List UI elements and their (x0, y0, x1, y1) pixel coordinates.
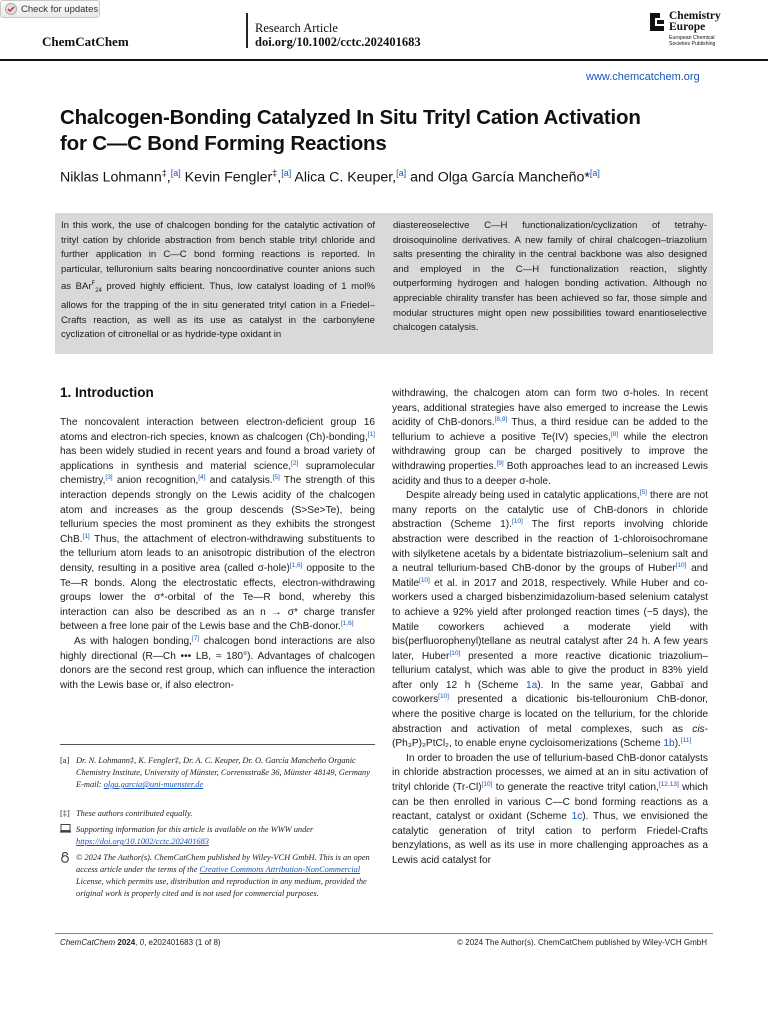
journal-website-link[interactable]: www.chemcatchem.org (586, 71, 700, 83)
scheme-link[interactable]: 1a (525, 679, 538, 691)
body-right-column (392, 387, 708, 869)
paragraph: withdrawing, the chalcogen atom can form two σ-holes. In recent years, additional strategies have also emerged to increase the Lewis acidity of ChB-donors.[8,9] Thus, a third residue can be added to the tellurium to achieve a positive Te(IV) species,[8] while the electron withdrawing group can be charged positively to improve the withdrawing properties.[9] Both approaches lead to an increased Lewis acidity and thus to a deeper σ-hole. (392, 388, 708, 487)
citation-link[interactable]: [10] (481, 781, 493, 789)
check-for-updates-button[interactable] (0, 0, 100, 18)
footnote-license: © 2024 The Author(s). ChemCatChem published by Wiley-VCH GmbH. This is an open access article under the terms of the Creative Commons Attribution-NonCommercial License, which permits use, distribution and reproduction in any medium, provided the original work is properly cited and is not used for commercial purposes. (60, 852, 380, 900)
doi-link[interactable]: doi.org/10.1002/cctc.202401683 (255, 35, 421, 49)
abstract-box (55, 213, 713, 354)
citation-link[interactable]: [9] (496, 459, 504, 467)
citation-link[interactable]: [1,6] (289, 561, 303, 569)
abstract-left-column: In this work, the use of chalcogen bonding for the catalytic activation of trityl cation by chloride abstraction from bench stable trityl chloride and further application in C—C bond forming reactions is reported. In particular, telluronium salts bearing noncoordinative counter anions such as BAr$^F_{24}$ proved highly efficient. Thus, low catalyst loading of 1 mol% allows for the trapping of the in situ generated trityl cation in a Friedel–Crafts reaction, as well as its use as catalyst in the carbonylene cyclization of citronellal or as hydride-type oxidant in (61, 220, 375, 341)
citation-link[interactable]: [10] (438, 693, 449, 701)
affiliation-link[interactable]: [a] (589, 168, 600, 178)
citation-link[interactable]: [10] (449, 649, 461, 657)
article-title (60, 105, 720, 157)
author-name: Alica C. Keuper, (294, 169, 397, 186)
citation-link[interactable]: [2] (291, 459, 299, 467)
paragraph: In order to broaden the use of tellurium-based ChB-donor catalysts in chloride abstraction processes, we aimed at an in situ activation of trityl chloride (Tr-Cl)[10] to generate the reactive trityl cation,[12,13] which can be then enrolled in various C—C bond forming reactions as a reactant, catalyst or oxidant (Scheme 1c). Thus, we envisioned the catalytic generation of trityl cation to perform Friedel-Crafts benzylations, as well as its use in more challenging approaches as a Lewis acid catalyst for (392, 752, 709, 866)
footnote-mark: [a] (60, 756, 70, 765)
open-access-icon (60, 852, 70, 863)
affiliation-link[interactable]: [a] (396, 168, 407, 178)
supporting-info-icon (60, 824, 71, 833)
citation-link[interactable]: [5] (639, 489, 647, 497)
citation-link[interactable]: [1] (367, 430, 375, 438)
citation-link[interactable]: [10] (675, 562, 687, 570)
crossmark-icon (5, 3, 17, 15)
footer-citation: ChemCatChem 2024, 0, e202401683 (1 of 8) (60, 938, 221, 947)
chemistry-europe-icon (648, 12, 666, 32)
equal-contribution-mark: ‡ (272, 168, 278, 178)
author-list: Niklas Lohmann‡,[a] Kevin Fengler‡,[a] Alica C. Keuper,[a] and Olga García Mancheño*[a] (60, 168, 600, 186)
affiliation-link[interactable]: [a] (170, 168, 181, 178)
footer-copyright: © 2024 The Author(s). ChemCatChem published by Wiley-VCH GmbH (457, 938, 707, 947)
paragraph: As with halogen bonding,[7] chalcogen bond interactions are also highly directional (R—Ch ••• LB, ≈ 180°). Advantages of chalcogen donors are the second rest group, which can influence the interaction with the Lewis base or, if also electron- (60, 634, 375, 691)
title-line-1: Chalcogen-Bonding Catalyzed In Situ Trityl Cation Activation (60, 106, 641, 129)
supporting-info-link[interactable]: https://doi.org/10.1002/cctc.202401683 (76, 837, 209, 846)
footnote-rule (60, 744, 375, 745)
license-link[interactable]: Creative Commons Attribution-NonCommercial (199, 865, 361, 874)
title-line-2: for C—C Bond Forming Reactions (60, 132, 387, 155)
chemistry-europe-logo[interactable] (648, 11, 728, 51)
scheme-link[interactable]: 1c (571, 811, 583, 823)
publisher-sub-line1: European Chemical (669, 35, 715, 41)
header-rule (0, 59, 768, 61)
affiliation-link[interactable]: [a] (281, 168, 292, 178)
section-heading: 1. Introduction (60, 385, 154, 400)
scheme-link[interactable]: 1b (663, 738, 675, 750)
publisher-name-line2: Europe (669, 21, 706, 33)
author-name: Olga García Mancheño* (437, 169, 590, 186)
abstract-right-column: diastereoselective C—H functionalization/cyclization of tetrahydroisoquinoline derivatives. A new family of chiral chalcogen–triazolium salts presenting the chirality in the central backbone was also designed and employed in the C—H functionalization reaction, slightly outperforming hydrogen and halogen bonding activation. Although no appreciable chirality transfer has been achieved so far, those simple and modular structures might open new possibilities toward enantioselective chalcogen catalysis. (393, 220, 707, 334)
citation-link[interactable]: [11] (680, 737, 692, 745)
body-left-column (60, 416, 375, 693)
footnote-affiliation: [a] Dr. N. Lohmann‡, K. Fengler‡, Dr. A. C. Keuper, Dr. O. García Mancheño Organic Chemistry Institute, University of Münster, Corrensstraße 36, Münster 48149, Germany E-mail: olga.garcia@uni-muenster.de (60, 756, 370, 789)
paragraph: The noncovalent interaction between electron-deficient group 16 atoms and electron-rich species, known as chalcogen (Ch)-bonding,[1] has been widely studied in recent years and found a broad variety of applications in synthesis and material science,[2] supramolecular chemistry,[3] anion recognition,[4] and catalysis.[5] The strength of this interaction depends strongly on the Lewis acidity of the chalcogen atom and increases as the group descends (S>Se>Te), being tellurium species the most prominent as they exhibits the strongest ChB.[1] Thus, the attachment of electron-withdrawing substituents to the tellurium atom leads to an anisotropic distribution of the electron density, resulting in a positive area (called σ-hole)[1,6] opposite to the Te—R bonds. Along the electrostatic effects, electron-withdrawing groups lower the σ*-orbital of the Te—R bond, whereby this interaction can also be described as an n → σ* charge transfer between a free lone pair of the Lewis base and the ChB-donor.[1,6] (60, 417, 375, 633)
footnote-mark: [‡] (60, 809, 70, 818)
footnote-equal-contribution: [‡] These authors contributed equally. (60, 809, 193, 818)
author-name: Niklas Lohmann (60, 169, 162, 186)
journal-name: ChemCatChem (42, 34, 129, 49)
citation-link[interactable]: [7] (191, 634, 200, 642)
article-type: Research Article (255, 21, 338, 35)
footer-rule (55, 933, 713, 934)
citation-link[interactable]: [10] (419, 576, 430, 584)
citation-link[interactable]: [1] (82, 532, 90, 540)
citation-link[interactable]: [4] (198, 474, 206, 482)
citation-link[interactable]: [8] (610, 430, 619, 438)
author-name: Kevin Fengler (184, 169, 273, 186)
equal-contribution-mark: ‡ (161, 168, 167, 178)
publisher-name-line1: Chemistry (669, 10, 721, 22)
footnote-supporting-info: Supporting information for this article is available on the WWW under https://doi.org/10.1002/cctc.202401683 (60, 824, 380, 848)
citation-link[interactable]: [3] (105, 474, 113, 482)
header-divider (246, 13, 248, 48)
paragraph: Despite already being used in catalytic applications,[5] there are not many reports on the catalytic use of ChB-donors in chloride abstraction (Scheme 1).[10] The first reports involving chloride abstraction were described in the reaction of 1-chloroisochromane with silylketene acetals by a bidentate bistriazolium–selenium salt and a neutral tellurium-based ChB-donor by the groups of Huber[10] and Matile[10] et al. in 2017 and 2018, respectively. While Huber and co-workers used a charged bisbenzimidazolium-based selenium catalyst to achieve a 92% yield after prolonged reaction times (~5 days), the Matile coworkers achieved a moderate yield with bis(perfluorophenyl)tellane as neutral catalyst after 24 h. A few years later, Huber[10] presented a more reactive dicationic triazolium–tellurium catalyst, which was able to give the product in 83% yield after only 12 h (Scheme 1a). In the same year, Gabbaï and coworkers[10] presented a dicationic bis-tellouronium ChB-donor, where the positive charge is located on the tellurium, for the chloride abstraction and activation of metal complexes, such as cis-(Ph₃P)₂PtCl₂, to enable enyne cycloisomerizations (Scheme 1b).[11] (392, 489, 709, 750)
citation-link[interactable]: [12,13] (658, 781, 679, 789)
check-for-updates-label: Check for updates (21, 3, 99, 15)
citation-link[interactable]: [5] (272, 474, 280, 482)
citation-link[interactable]: [8,9] (494, 416, 508, 424)
citation-link[interactable]: [10] (511, 518, 523, 526)
publisher-sub-line2: Societies Publishing (669, 41, 716, 47)
email-link[interactable]: olga.garcia@uni-muenster.de (103, 780, 204, 789)
citation-link[interactable]: [1,6] (340, 620, 354, 628)
